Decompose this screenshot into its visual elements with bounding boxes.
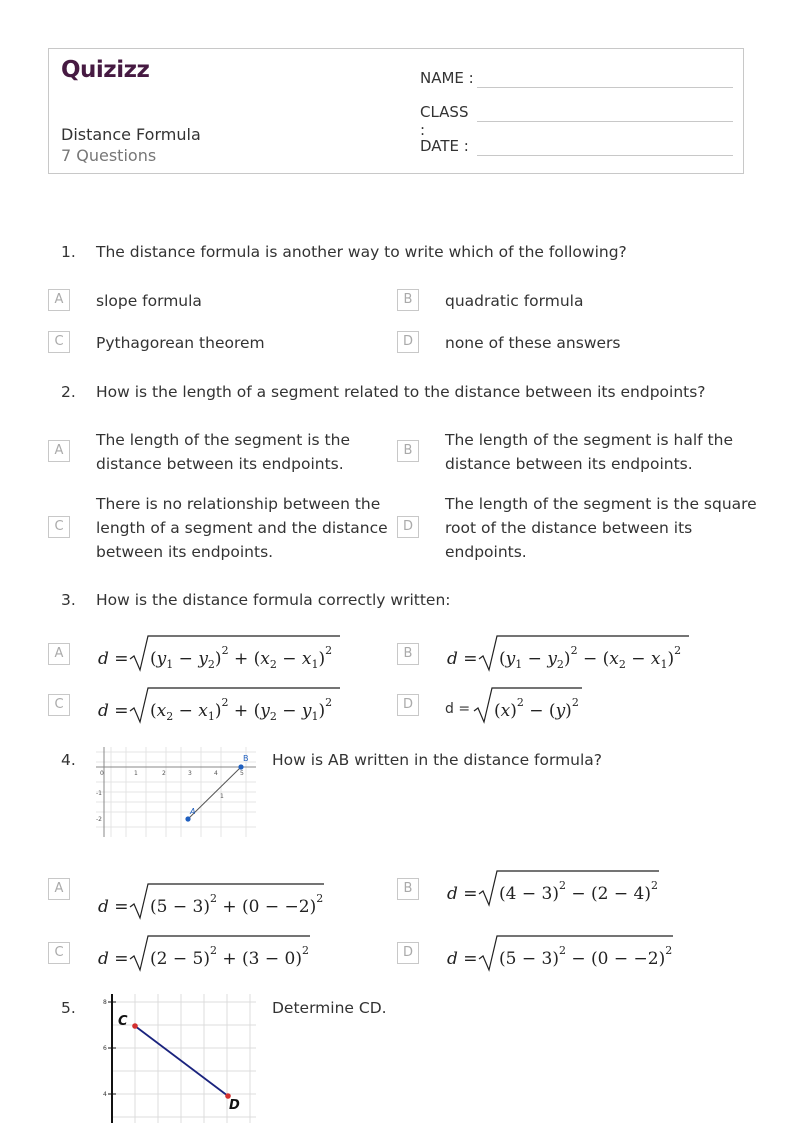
question-number: 2. [61, 383, 76, 401]
option-letter-c[interactable]: C [48, 331, 70, 353]
formula-option-a[interactable] [96, 880, 336, 922]
coordinate-graph-cd [96, 994, 256, 1123]
option-letter-d[interactable]: D [397, 331, 419, 353]
svg-text:(4 − 3)2 − (2 − 4)2: $(4 - 3)^2 - (2 - 4)^2$ [499, 879, 658, 904]
question-text: How is the distance formula correctly written: [96, 591, 451, 609]
option-letter-c[interactable]: C [48, 942, 70, 964]
midpoint-label: 1 [220, 793, 224, 800]
svg-text:(5 − 3)2 − (0 − −2)2: $(5 - 3)^2 - (0 - -2)^2$ [499, 944, 673, 969]
question-number: 4. [61, 751, 76, 769]
coordinate-graph-ab [96, 747, 256, 837]
y-tick: 8 [103, 999, 107, 1006]
question-count: 7 Questions [61, 146, 157, 165]
svg-text:d =: d = [447, 949, 478, 969]
name-line [477, 87, 733, 88]
point-b [238, 764, 243, 769]
formula-option-c[interactable] [96, 932, 326, 974]
date-field[interactable] [420, 137, 476, 155]
x-tick: 4 [214, 770, 218, 777]
option-text[interactable]: none of these answers [445, 334, 621, 352]
point-b-label: B [243, 754, 249, 763]
worksheet-header [48, 48, 744, 174]
point-c-label: C [118, 1014, 128, 1029]
date-line [477, 155, 733, 156]
question-number: 1. [61, 243, 76, 261]
point-c [132, 1023, 138, 1029]
x-tick: 0 [100, 770, 104, 777]
option-text[interactable]: quadratic formula [445, 292, 584, 310]
formula-option-c[interactable] [96, 684, 346, 726]
question-text: Determine CD. [272, 999, 387, 1017]
point-a [185, 816, 190, 821]
y-tick: -1 [96, 790, 102, 797]
svg-text:d =: d = [447, 649, 478, 669]
svg-text:(y1 − y2)2 + (x2 − x1)2: $(y_1 - y_2)^2 + (x_2 - x_1)^2$ [150, 644, 333, 671]
option-letter-b[interactable]: B [397, 289, 419, 311]
option-letter-a[interactable]: A [48, 643, 70, 665]
question-number: 3. [61, 591, 76, 609]
formula-option-b[interactable] [445, 867, 675, 909]
svg-text:(5 − 3)2 + (0 − −2)2: $(5 - 3)^2 + (0 - -2)^2$ [150, 892, 324, 917]
svg-text:d =: d = [98, 701, 129, 721]
option-letter-a[interactable]: A [48, 878, 70, 900]
x-tick: 1 [134, 770, 138, 777]
formula-option-a[interactable] [96, 632, 346, 674]
option-text[interactable]: The length of the segment is the square root of the distance between its endpoints. [445, 495, 757, 561]
option-text[interactable]: slope formula [96, 292, 202, 310]
option-letter-c[interactable]: C [48, 694, 70, 716]
y-tick: 4 [103, 1091, 107, 1098]
question-text: How is AB written in the distance formula? [272, 751, 603, 769]
option-letter-a[interactable]: A [48, 289, 70, 311]
option-text[interactable]: There is no relationship between the length of a segment and the distance between its endpoints. [96, 495, 388, 561]
svg-text:d =: d = [98, 649, 129, 669]
option-text[interactable]: The length of the segment is the distance between its endpoints. [96, 431, 350, 473]
x-tick: 5 [240, 770, 244, 777]
question-number: 5. [61, 999, 76, 1017]
svg-text:d =: d = [98, 897, 129, 917]
option-letter-b[interactable]: B [397, 440, 419, 462]
formula-option-d[interactable] [470, 684, 590, 726]
option-letter-c[interactable]: C [48, 516, 70, 538]
svg-text:(x)2 − (y)2: $(x)^2 - (y)^2$ [494, 696, 579, 721]
formula-prefix: d = [445, 701, 471, 717]
option-letter-a[interactable]: A [48, 440, 70, 462]
date-label: DATE : [420, 137, 469, 155]
svg-text:d =: d = [98, 949, 129, 969]
y-tick: 6 [103, 1045, 107, 1052]
point-d-label: D [229, 1098, 240, 1113]
svg-text:(y1 − y2)2 − (x2 − x1)2: $(y_1 - y_2)^2 - (x_2 - x_1)^2$ [499, 644, 682, 671]
option-letter-d[interactable]: D [397, 942, 419, 964]
class-field[interactable] [420, 103, 476, 139]
x-tick: 2 [162, 770, 166, 777]
quizizz-logo: Quizizz [61, 57, 150, 83]
worksheet-title: Distance Formula [61, 125, 201, 144]
option-letter-b[interactable]: B [397, 643, 419, 665]
option-letter-d[interactable]: D [397, 516, 419, 538]
svg-text:(2 − 5)2 + (3 − 0)2: $(2 - 5)^2 + (3 - 0)^2$ [150, 944, 309, 969]
formula-option-d[interactable] [445, 932, 685, 974]
option-letter-b[interactable]: B [397, 878, 419, 900]
question-text: How is the length of a segment related to the distance between its endpoints? [96, 383, 706, 401]
svg-text:(x2 − x1)2 + (y2 − y1)2: $(x_2 - x_1)^2 + (y_2 - y_1)^2$ [150, 696, 333, 723]
class-line [477, 121, 733, 122]
question-text: The distance formula is another way to write which of the following? [96, 243, 627, 261]
name-field[interactable] [420, 69, 476, 87]
class-label: CLASS : [420, 103, 469, 139]
y-tick: -2 [96, 816, 102, 823]
option-letter-d[interactable]: D [397, 694, 419, 716]
name-label: NAME : [420, 69, 474, 87]
point-a-label: A [190, 807, 196, 816]
formula-option-b[interactable] [445, 632, 695, 674]
option-text[interactable]: The length of the segment is half the distance between its endpoints. [445, 431, 733, 473]
svg-text:d =: d = [447, 884, 478, 904]
option-text[interactable]: Pythagorean theorem [96, 334, 265, 352]
x-tick: 3 [188, 770, 192, 777]
